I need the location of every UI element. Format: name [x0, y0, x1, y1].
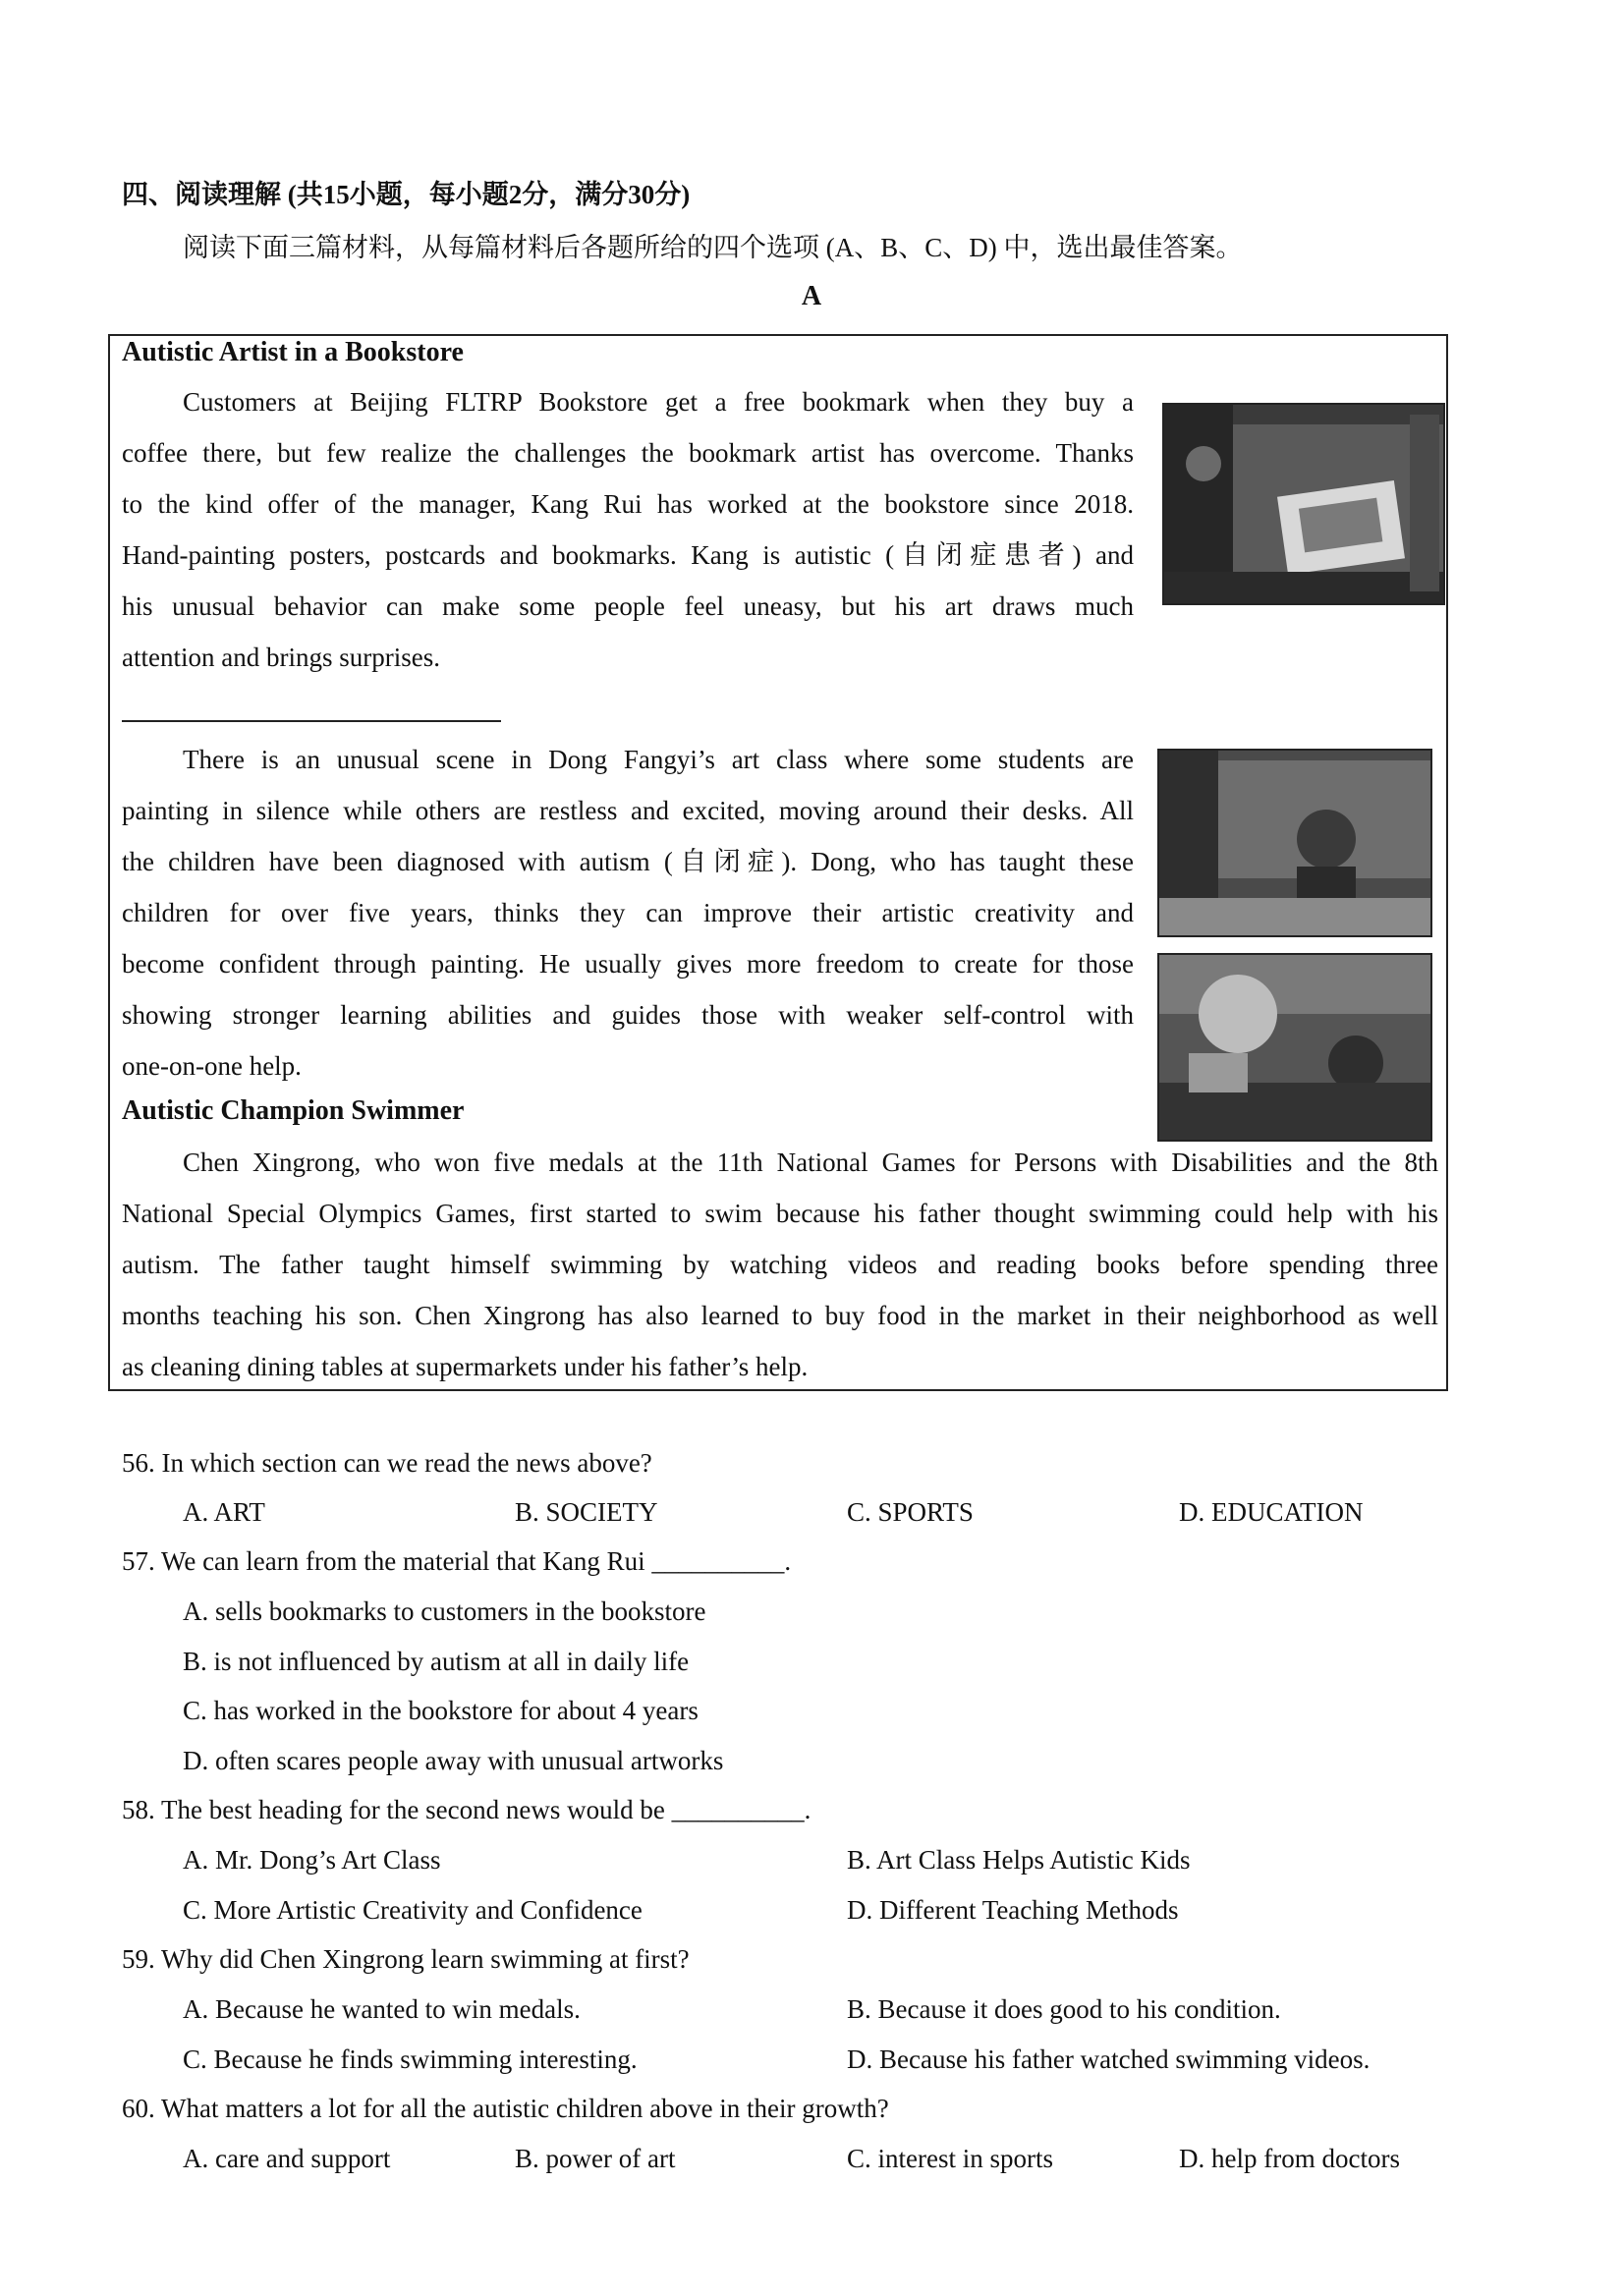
article1-line: attention and brings surprises. — [122, 643, 440, 672]
article2-body — [122, 734, 1134, 1092]
q56-option-a[interactable]: A. ART — [183, 1497, 265, 1527]
divider-line — [122, 720, 501, 722]
article3-title: Autistic Champion Swimmer — [122, 1095, 465, 1126]
article1-line: Hand-painting posters, postcards and bookmarks. Kang is autistic (自闭症患者) and — [122, 540, 1134, 570]
q60-option-d[interactable]: D. help from doctors — [1179, 2144, 1400, 2173]
q60-option-b[interactable]: B. power of art — [515, 2144, 676, 2173]
instructions: 阅读下面三篇材料，从每篇材料后各题所给的四个选项 (A、B、C、D) 中，选出最佳答案。 — [183, 233, 1243, 262]
q56-option-c[interactable]: C. SPORTS — [847, 1497, 974, 1527]
article3-line: National Special Olympics Games, first started to swim because his father thought swimming could help with his — [122, 1199, 1438, 1228]
bookstore-photo — [1162, 403, 1445, 605]
article1-line: Customers at Beijing FLTRP Bookstore get a free bookmark when they buy a — [183, 387, 1134, 417]
article2-line: There is an unusual scene in Dong Fangyi’s art class where some students are — [183, 745, 1134, 774]
q57-option-c[interactable]: C. has worked in the bookstore for about 4 years — [183, 1696, 699, 1725]
article1-title: Autistic Artist in a Bookstore — [122, 337, 464, 367]
article2-line: the children have been diagnosed with autism (自闭症). Dong, who has taught these — [122, 847, 1134, 876]
article3-line: autism. The father taught himself swimming by watching videos and reading books before spending three — [122, 1250, 1438, 1279]
art-class-photo — [1157, 749, 1432, 937]
q58-option-a[interactable]: A. Mr. Dong’s Art Class — [183, 1845, 441, 1875]
q57-option-b[interactable]: B. is not influenced by autism at all in daily life — [183, 1647, 690, 1676]
article2-line: showing stronger learning abilities and guides those with weaker self-control with — [122, 1000, 1134, 1030]
article2-line: become confident through painting. He usually gives more freedom to create for those — [122, 949, 1134, 979]
q57-option-a[interactable]: A. sells bookmarks to customers in the bookstore — [183, 1596, 706, 1626]
question-60: 60. What matters a lot for all the autistic children above in their growth? — [122, 2094, 889, 2123]
question-58: 58. The best heading for the second news would be __________. — [122, 1795, 812, 1824]
q58-option-b[interactable]: B. Art Class Helps Autistic Kids — [847, 1845, 1191, 1875]
article1-line: to the kind offer of the manager, Kang Rui has worked at the bookstore since 2018. — [122, 489, 1134, 519]
article3-line: months teaching his son. Chen Xingrong has also learned to buy food in the market in their neighborhood as well — [122, 1301, 1438, 1330]
article1-line: his unusual behavior can make some people feel uneasy, but his art draws much — [122, 591, 1134, 621]
article1-line: coffee there, but few realize the challenges the bookmark artist has overcome. Thanks — [122, 438, 1134, 468]
article3-body — [122, 1137, 1438, 1392]
question-59: 59. Why did Chen Xingrong learn swimming at first? — [122, 1944, 690, 1974]
q59-option-a[interactable]: A. Because he wanted to win medals. — [183, 1994, 581, 2024]
article2-line: painting in silence while others are restless and excited, moving around their desks. All — [122, 796, 1134, 825]
article3-line: as cleaning dining tables at supermarkets under his father’s help. — [122, 1352, 809, 1381]
q59-option-b[interactable]: B. Because it does good to his condition. — [847, 1994, 1281, 2024]
q57-option-d[interactable]: D. often scares people away with unusual artworks — [183, 1746, 724, 1775]
q59-option-c[interactable]: C. Because he finds swimming interesting. — [183, 2044, 638, 2074]
q56-option-b[interactable]: B. SOCIETY — [515, 1497, 658, 1527]
q56-option-d[interactable]: D. EDUCATION — [1179, 1497, 1364, 1527]
article1-body — [122, 376, 1134, 683]
q59-option-d[interactable]: D. Because his father watched swimming videos. — [847, 2044, 1371, 2074]
q60-option-c[interactable]: C. interest in sports — [847, 2144, 1053, 2173]
article3-line: Chen Xingrong, who won five medals at the 11th National Games for Persons with Disabilities and the 8th — [183, 1148, 1438, 1177]
article2-line: children for over five years, thinks they can improve their artistic creativity and — [122, 898, 1134, 927]
q58-option-c[interactable]: C. More Artistic Creativity and Confidence — [183, 1895, 643, 1925]
article2-line: one-on-one help. — [122, 1051, 302, 1081]
passage-label: A — [801, 281, 822, 311]
painting-photo — [1157, 953, 1432, 1142]
q58-option-d[interactable]: D. Different Teaching Methods — [847, 1895, 1179, 1925]
question-56: 56. In which section can we read the news above? — [122, 1448, 652, 1478]
question-57: 57. We can learn from the material that Kang Rui __________. — [122, 1546, 792, 1576]
section-title: 四、阅读理解 (共15小题，每小题2分，满分30分) — [122, 180, 691, 209]
q60-option-a[interactable]: A. care and support — [183, 2144, 391, 2173]
